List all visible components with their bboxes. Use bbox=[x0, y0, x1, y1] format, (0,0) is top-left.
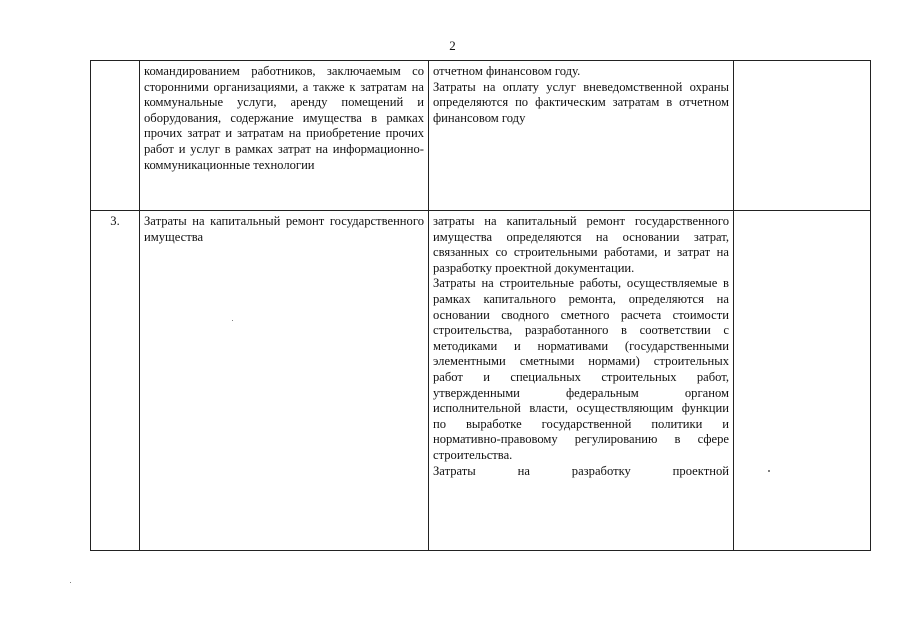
row-number-cell: 3. bbox=[91, 211, 140, 551]
calculation-method-cell bbox=[429, 61, 734, 211]
method-paragraph: отчетном финансовом году. bbox=[433, 64, 581, 78]
method-paragraph: Затраты на разработку проектной bbox=[433, 463, 729, 478]
note-cell bbox=[734, 61, 871, 211]
calculation-method-cell bbox=[429, 211, 734, 551]
cost-table bbox=[90, 60, 871, 551]
method-paragraph: Затраты на оплату услуг вневедомственной охраны определяются по фактическим затратам в отчетном финансовом году bbox=[433, 79, 729, 125]
method-paragraph: Затраты на строительные работы, осуществляемые в рамках капитального ремонта, определяются на основании сводного сметного расчета стоимости строительства, разработанного в соответствии с методиками и нормативами (государственными элементными сметными нормами) строительных работ и специальных строительных работ, утвержденными федеральным органом исполнительной власти, осуществляющим функции по выработке государственной политики и нормативно-правовому регулированию в сфере строительства. bbox=[433, 276, 729, 462]
note-cell bbox=[734, 211, 871, 551]
table-row bbox=[91, 61, 871, 211]
row-number-cell bbox=[91, 61, 140, 211]
scan-speck bbox=[768, 470, 770, 472]
page-number: 2 bbox=[449, 38, 456, 53]
scan-speck bbox=[232, 320, 233, 321]
cost-type-cell: Затраты на капитальный ремонт государственного имущества bbox=[140, 211, 429, 551]
method-paragraph: затраты на капитальный ремонт государственного имущества определяются на основании затрат, связанных со строительными работами, и затрат на разработку проектной документации. bbox=[433, 214, 729, 275]
cost-type-cell: командированием работников, заключаемым со сторонними организациями, а также к затратам на коммунальные услуги, аренду помещений и оборудования, содержание имущества в рамках прочих затрат и затратам на приобретение прочих работ и услуг в рамках затрат на информационно-коммуникационные технологии bbox=[140, 61, 429, 211]
scan-speck bbox=[70, 582, 71, 583]
table-row bbox=[91, 211, 871, 551]
